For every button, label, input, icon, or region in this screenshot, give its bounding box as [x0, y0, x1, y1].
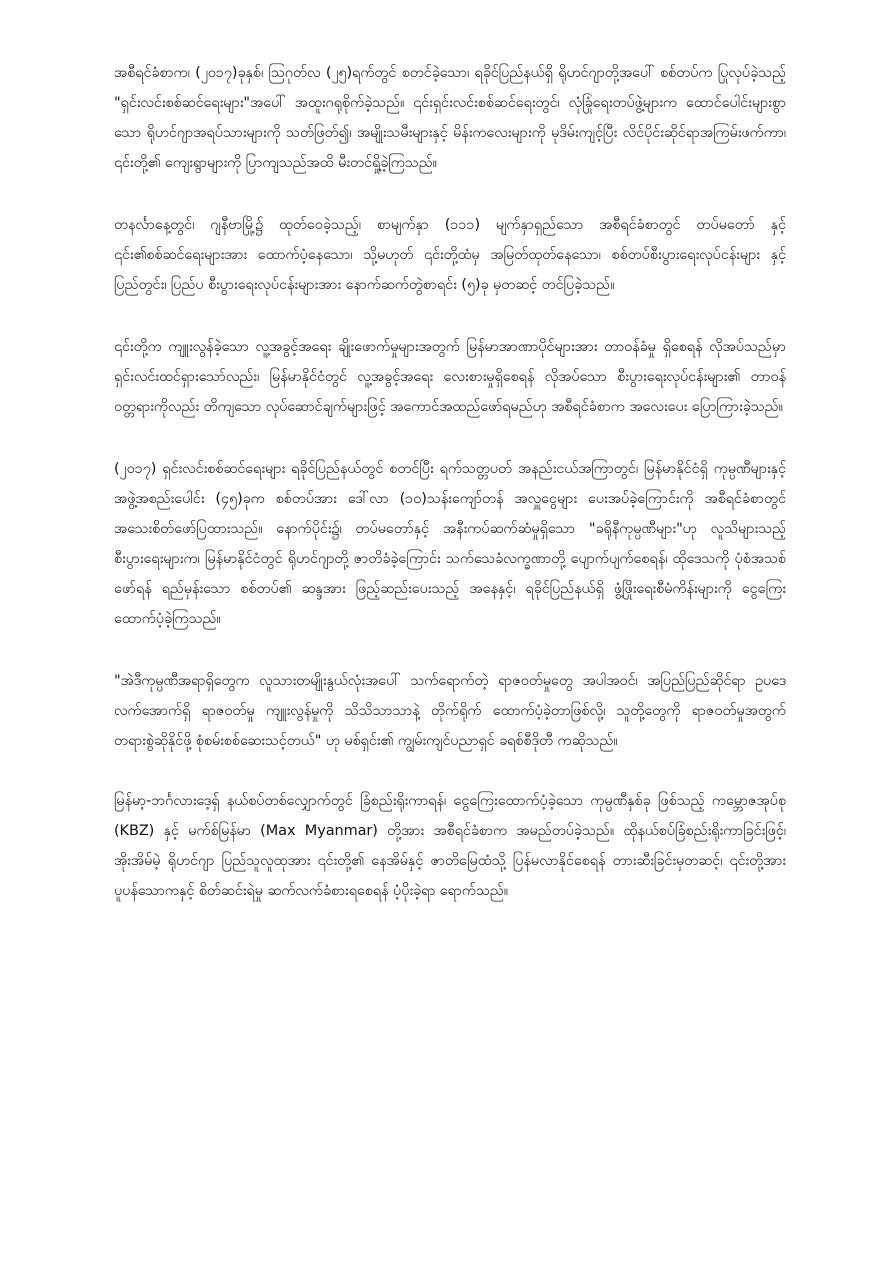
paragraph-6: မြန်မာ့-ဘင်္ဂလားဒေ့ရှ် နယ်စပ်တစ်လျှောက်တွင် ခြံစည်းရိုးကာရန်၊ ငွေကြေးထောက်ပံ့ခဲ့သော ကုမ္ပဏီနှစ်ခု ဖြစ်သည့် ကမ္ဘောဇအုပ်စု (KBZ) နှင့် မက်စ်မြန်မာ (Max Myanmar) တို့အား အစီရင်ခံစာက အမည်တပ်ခဲ့သည်။ ထိုနယ်စပ်ခြံစည်းရိုးကာခြင်းဖြင့်၊ အိုးအိမ်မဲ့ ရိုဟင်ဂျာ ပြည်သူလူထုအား ၎င်းတို့၏ နေအိမ်နှင့် ဇာတိမြေထံသို့ ပြန်မလာနိုင်စေရန် တားဆီးခြင်းမှတဆင့်၊ ၎င်းတို့အား ပူပန်သောကနှင့် စိတ်ဆင်းရဲမှု ဆက်လက်ခံစားရစေရန် ပံ့ပိုးခဲ့ရာ ရောက်သည်။: [114, 793, 786, 899]
document-body: [114, 58, 786, 938]
paragraph-2: တနင်္လာနေ့တွင်၊ ဂျနီဗာမြို့၌ ထုတ်ဝေခဲ့သည့်၊ စာမျက်နှာ (၁၁၁) မျက်နှာရှည်သော အစီရင်ခံစာတွင် တပ်မတော် နှင့် ၎င်း၏စစ်ဆင်ရေးများအား ထောက်ပံ့နေသော၊ သို့မဟုတ် ၎င်းတို့ထံမှ အမြတ်ထုတ်နေသော၊ စစ်တပ်စီးပွားရေးလုပ်ငန်းများ နှင့် ပြည်တွင်း၊ ပြည်ပ စီးပွားရေးလုပ်ငန်းများအား နောက်ဆက်တွဲစာရင်း (၅)ခု မှတဆင့် တင်ပြခဲ့သည်။: [114, 217, 786, 293]
paragraph-3: ၎င်းတို့က ကျူးလွန်ခဲ့သော လူ့အခွင့်အရေး ချိုးဖောက်မှုများအတွက် မြန်မာအာဏာပိုင်များအား တာဝန်ခံမှု ရှိစေရန် လိုအပ်သည်မှာ ရှင်းလင်းထင်ရှားသော်လည်း၊ မြန်မာနိုင်ငံတွင် လူ့အခွင့်အရေး လေးစားမှုရှိစေရန် လိုအပ်သော စီးပွားရေးလုပ်ငန်းများ၏ တာဝန်ဝတ္တရားကိုလည်း တိကျသော လုပ်ဆောင်ချက်များဖြင့် အကောင်အထည်ဖော်ရမည်ဟု အစီရင်ခံစာက အလေးပေး ပြောကြားခဲ့သည်။: [114, 339, 786, 415]
paragraph-1: အစီရင်ခံစာက၊ (၂၀၁၇)ခုနှစ်၊ သြဂုတ်လ (၂၅)ရက်တွင် စတင်ခဲ့သော၊ ရခိုင်ပြည်နယ်ရှိ ရိုဟင်ဂျာတို့အပေါ် စစ်တပ်က ပြုလုပ်ခဲ့သည့် "ရှင်းလင်းစစ်ဆင်ရေးများ"အပေါ် အထူးဂရုစိုက်ခဲ့သည်။ ၎င်းရှင်းလင်းစစ်ဆင်ရေးတွင်၊ လုံခြုံရေးတပ်ဖွဲ့များက ထောင်ပေါင်းများစွာသော ရိုဟင်ဂျာအရပ်သားများကို သတ်ဖြတ်၍၊ အမျိုးသမီးများနှင့် မိန်းကလေးများကို မုဒိမ်းကျင့်ပြီး လိင်ပိုင်းဆိုင်ရာအကြမ်းဖက်ကာ၊ ၎င်းတို့၏ ကျေးရွာများကို ပြာကျသည်အထိ မီးတင်ရှို့ခဲ့ကြသည်။: [114, 65, 786, 171]
paragraph-5-quote: "အဲဒီကုမ္ပဏီအရာရှိတွေက လူသားတမျိုးနွယ်လုံးအပေါ် သက်ရောက်တဲ့ ရာဇဝတ်မှုတွေ အပါအဝင်၊ အပြည်ပြည်ဆိုင်ရာ ဥပဒေလက်အောက်ရှိ ရာဇဝတ်မှု ကျူးလွန်မှုကို သိသိသာသာနဲ့ တိုက်ရိုက် ထောက်ပံ့ခဲ့တာဖြစ်လို့၊ သူတို့တွေကို ရာဇဝတ်မှုအတွက် တရားစွဲဆိုနိုင်ဖို့ စုံစမ်းစစ်ဆေးသင့်တယ်" ဟု မစ်ရှင်း၏ ကျွမ်းကျင်ပညာရှင် ခရစ်စီဒိုတီ ကဆိုသည်။: [114, 673, 786, 749]
paragraph-4: (၂၀၁၇) ရှင်းလင်းစစ်ဆင်ရေးများ ရခိုင်ပြည်နယ်တွင် စတင်ပြီး ရက်သတ္တပတ် အနည်းငယ်အကြာတွင်၊ မြန်မာနိုင်ငံရှိ ကုမ္ပဏီများနှင့် အဖွဲ့အစည်းပေါင်း (၄၅)ခုက စစ်တပ်အား ဒေါ်လာ (၁၀)သန်းကျော်တန် အလှူငွေများ ပေးအပ်ခဲ့ကြောင်းကို အစီရင်ခံစာတွင် အသေးစိတ်ဖော်ပြထားသည်။ နောက်ပိုင်း၌၊ တပ်မတော်နှင့် အနီးကပ်ဆက်ဆံမှုရှိသော "ခရိုနီကုမ္ပဏီများ"ဟု လူသိများသည့် စီးပွားရေးများက၊ မြန်မာနိုင်ငံတွင် ရိုဟင်ဂျာတို့ ဇာတိခံခဲ့ကြောင်း သက်သေခံလက္ခဏာတို့ ပျောက်ပျက်စေရန်၊ ထိုဒေသကို ပုံစံအသစ်ဖော်ရန် ရည်မှန်းသော စစ်တပ်၏ ဆန္ဒအား ဖြည့်ဆည်းပေးသည့် အနေနှင့်၊ ရခိုင်ပြည်နယ်ရှိ ဖွံ့ဖြိုးရေးစီမံကိန်းများကို ငွေကြေးထောက်ပံ့ခဲ့ကြသည်။: [114, 461, 786, 627]
